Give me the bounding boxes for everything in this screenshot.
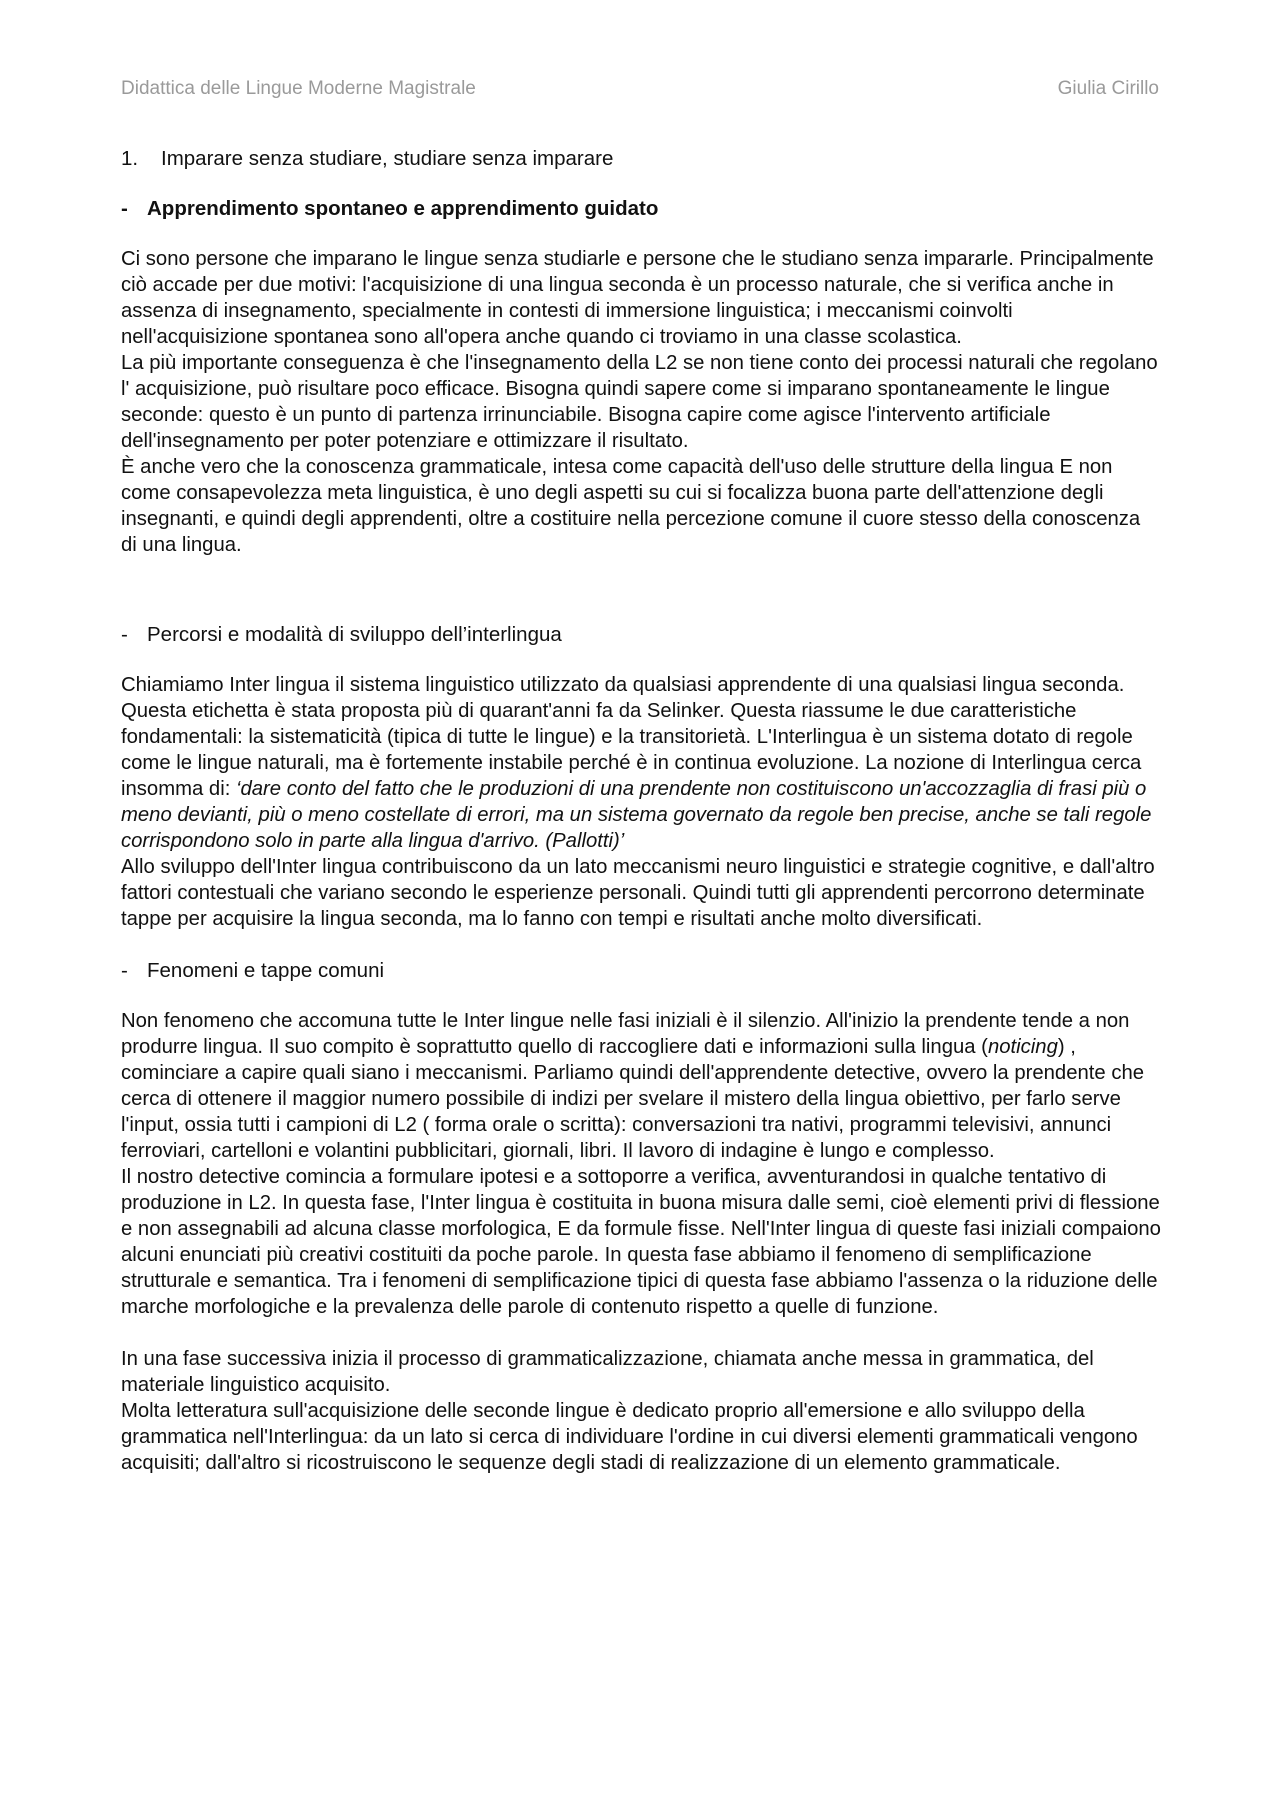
paragraph [121,672,1161,854]
dash-bullet: - [121,197,128,220]
section-heading-interlingua [121,622,1161,648]
paragraph: La più importante conseguenza è che l'insegnamento della L2 se non tiene conto dei processi naturali che regolano l' acquisizione, può risultare poco efficace. Bisogna quindi sapere come si imparano spontaneamente le lingue seconde: questo è un punto di partenza irrinunciabile. Bisogna capire come agisce l'intervento artificiale dell'insegnamento per poter potenziare e ottimizzare il risultato. [121,352,1158,452]
dash-bullet: - [121,959,128,982]
paragraph [121,1008,1161,1164]
page-header [121,78,1159,104]
section-title: Percorsi e modalità di sviluppo dell’interlingua [147,623,562,646]
chapter-heading [121,146,1161,172]
header-author: Giulia Cirillo [1057,78,1159,99]
section-title: Apprendimento spontaneo e apprendimento guidato [147,197,659,220]
italic-term: noticing [987,1036,1058,1058]
document-body [121,146,1161,1476]
paragraph: È anche vero che la conoscenza grammaticale, intesa come capacità dell'uso delle strutture della lingua E non come consapevolezza meta linguistica, è uno degli aspetti su cui si focalizza buona parte dell'attenzione degli insegnanti, e quindi degli apprendenti, oltre a costituire nella percezione comune il cuore stesso della conoscenza di una lingua. [121,456,1141,556]
chapter-number: 1. [121,147,139,170]
paragraph: Allo sviluppo dell'Inter lingua contribuiscono da un lato meccanismi neuro linguistici e strategie cognitive, e dall'altro fattori contestuali che variano secondo le esperienze personali. Quindi tutti gli apprendenti percorrono determinate tappe per acquisire la lingua seconda, ma lo fanno con tempi e risultati anche molto diversificati. [121,856,1155,930]
section-heading-fenomeni [121,958,1161,984]
dash-bullet: - [121,623,128,646]
chapter-title: Imparare senza studiare, studiare senza imparare [161,147,614,170]
pallotti-quote: ‘dare conto del fatto che le produzioni di una prendente non costituiscono un'accozzaglia di frasi più o meno devianti, più o meno costellate di errori, ma un sistema governato da regole ben precise, anche se tali regole corrispondono solo in parte alla lingua d'arrivo. (Pallotti)’ [121,778,1152,852]
paragraph: Il nostro detective comincia a formulare ipotesi e a sottoporre a verifica, avventurandosi in qualche tentativo di produzione in L2. In questa fase, l'Inter lingua è costituita in buona misura dalle semi, cioè elementi privi di flessione e non assegnabili ad alcuna classe morfologica, E da formule fisse. Nell'Inter lingua di queste fasi iniziali compaiono alcuni enunciati più creativi costituiti da poche parole. In questa fase abbiamo il fenomeno di semplificazione strutturale e semantica. Tra i fenomeni di semplificazione tipici di questa fase abbiamo l'assenza o la riduzione delle marche morfologiche e la prevalenza delle parole di contenuto rispetto a quelle di funzione. [121,1166,1161,1318]
paragraph-text: Non fenomeno che accomuna tutte le Inter lingue nelle fasi iniziali è il silenzio. All'inizio la prendente tende a non produrre lingua. Il suo compito è soprattutto quello di raccogliere dati e informazioni sulla lingua ( [121,1010,1130,1058]
section-title: Fenomeni e tappe comuni [147,959,385,982]
paragraph: Molta letteratura sull'acquisizione delle seconde lingue è dedicato proprio all'emersione e allo sviluppo della grammatica nell'Interlingua: da un lato si cerca di individuare l'ordine in cui diversi elementi grammaticali vengono acquisiti; dall'altro si ricostruiscono le sequenze degli stadi di realizzazione di un elemento grammaticale. [121,1400,1138,1474]
paragraph: Ci sono persone che imparano le lingue senza studiarle e persone che le studiano senza impararle. Principalmente ciò accade per due motivi: l'acquisizione di una lingua seconda è un processo naturale, che si verifica anche in assenza di insegnamento, specialmente in contesti di immersione linguistica; i meccanismi coinvolti nell'acquisizione spontanea sono all'opera anche quando ci troviamo in una classe scolastica. [121,248,1154,348]
paragraph: In una fase successiva inizia il processo di grammaticalizzazione, chiamata anche messa in grammatica, del materiale linguistico acquisito. [121,1348,1094,1396]
section-heading-apprendimento [121,196,1161,222]
paragraph-text: Chiamiamo Inter lingua il sistema linguistico utilizzato da qualsiasi apprendente di una qualsiasi lingua seconda. Questa etichetta è stata proposta più di quarant'anni fa da Selinker. Questa riassume le due caratteristiche fondamentali: la sistematicità (tipica di tutte le lingue) e la transitorietà. L'Interlingua è un sistema dotato di regole come le lingue naturali, ma è fortemente instabile perché è in continua evoluzione. La nozione di Interlingua cerca insomma di: [121,674,1142,800]
header-course-title: Didattica delle Lingue Moderne Magistrale [121,78,476,99]
paragraph-text: ) , cominciare a capire quali siano i meccanismi. Parliamo quindi dell'apprendente detective, ovvero la prendente che cerca di ottenere il maggior numero possibile di indizi per svelare il mistero della lingua obiettivo, per farlo serve l'input, ossia tutti i campioni di L2 ( forma orale o scritta): conversazioni tra nativi, programmi televisivi, annunci ferroviari, cartelloni e volantini pubblicitari, giornali, libri. Il lavoro di indagine è lungo e complesso. [121,1036,1145,1162]
